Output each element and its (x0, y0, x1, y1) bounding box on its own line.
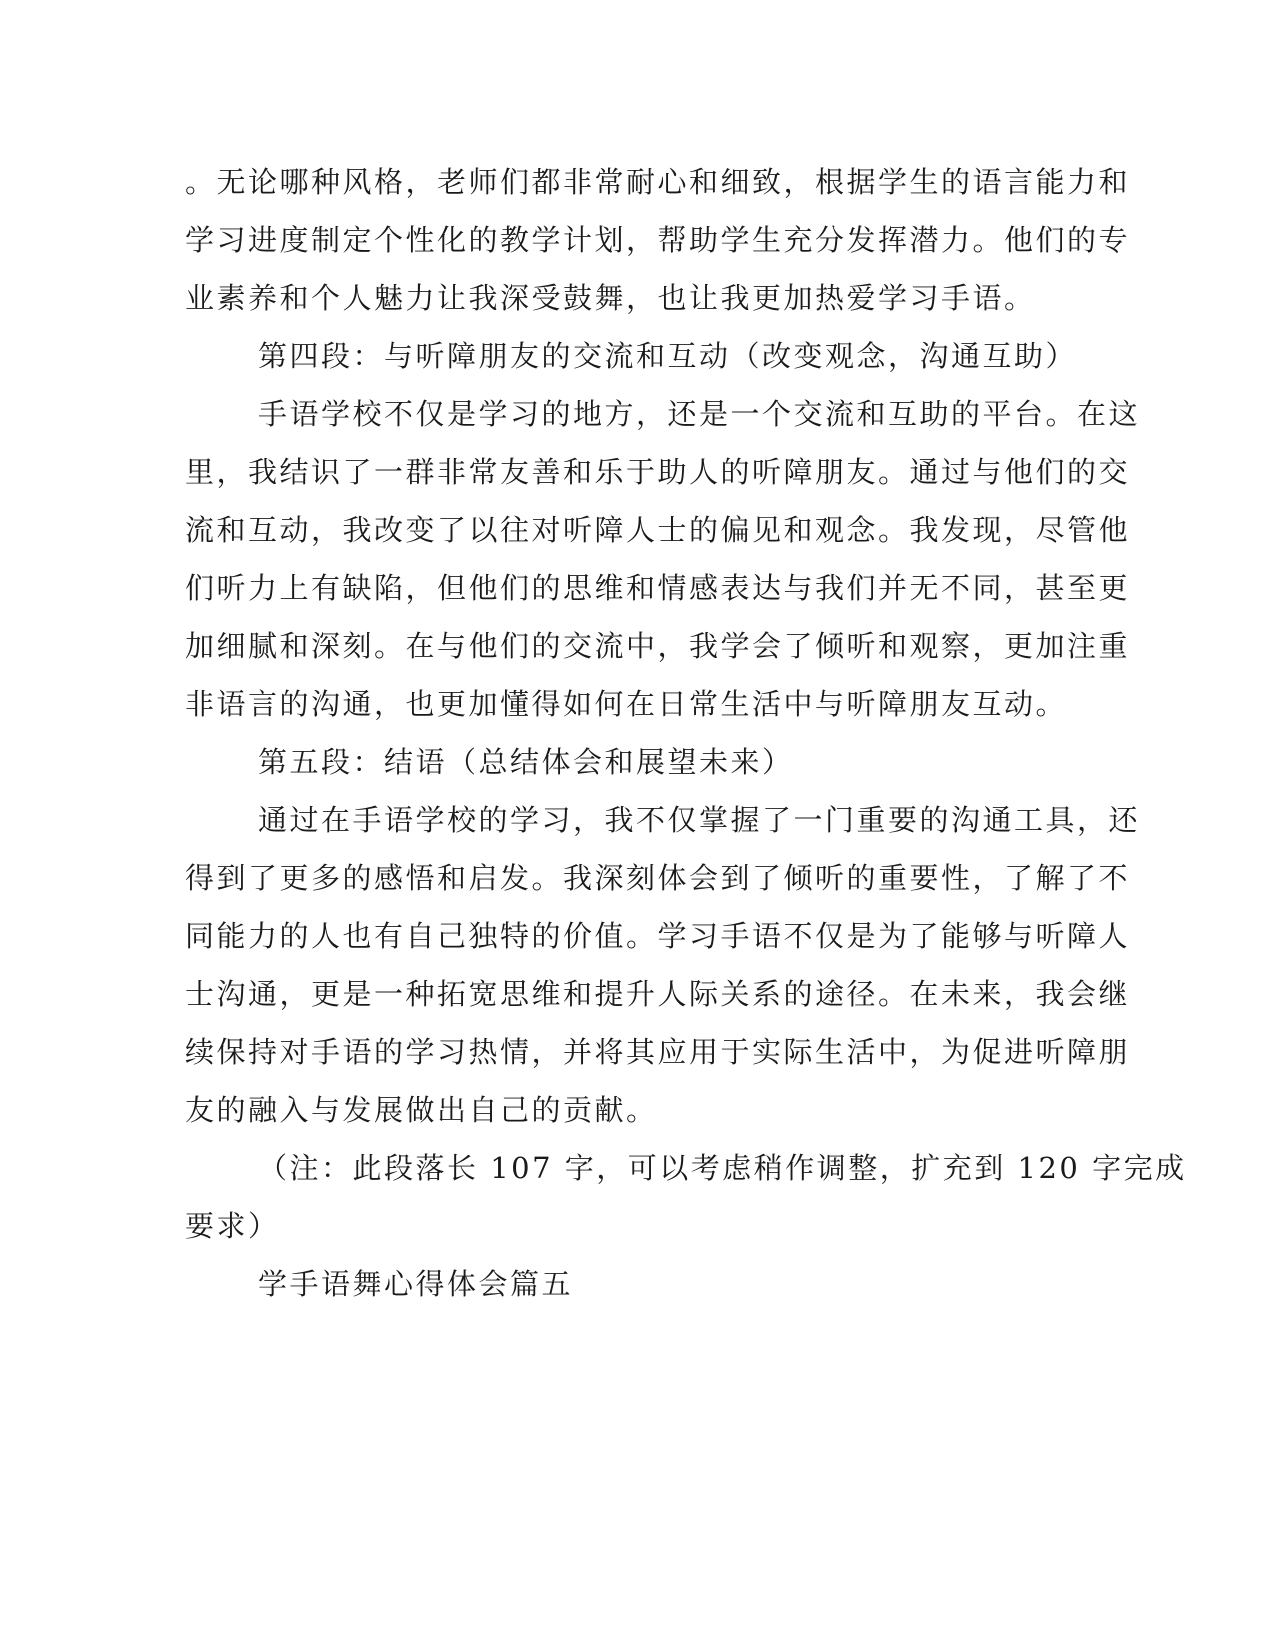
section-heading: 第五段：结语（总结体会和展望未来） (258, 745, 794, 779)
text-line: 业素养和个人魅力让我深受鼓舞，也让我更加热爱学习手语。 (185, 281, 1036, 315)
text-line: 加细腻和深刻。在与他们的交流中，我学会了倾听和观察，更加注重 (185, 629, 1131, 663)
text-line: 同能力的人也有自己独特的价值。学习手语不仅是为了能够与听障人 (185, 919, 1131, 953)
text-line: 续保持对手语的学习热情，并将其应用于实际生活中，为促进听障朋 (185, 1035, 1131, 1069)
chapter-heading: 学手语舞心得体会篇五 (258, 1267, 574, 1301)
text-line: 手语学校不仅是学习的地方，还是一个交流和互助的平台。在这 (258, 397, 1141, 431)
text-line: 们听力上有缺陷，但他们的思维和情感表达与我们并无不同，甚至更 (185, 571, 1131, 605)
text-line: 。无论哪种风格，老师们都非常耐心和细致，根据学生的语言能力和 (185, 165, 1131, 199)
text-line: 流和互动，我改变了以往对听障人士的偏见和观念。我发现，尽管他 (185, 513, 1131, 547)
text-line: 士沟通，更是一种拓宽思维和提升人际关系的途径。在未来，我会继 (185, 977, 1131, 1011)
note-line: （注：此段落长 107 字，可以考虑稍作调整，扩充到 120 字完成 (258, 1151, 1187, 1185)
text-line: 学习进度制定个性化的教学计划，帮助学生充分发挥潜力。他们的专 (185, 223, 1131, 257)
section-heading: 第四段：与听障朋友的交流和互动（改变观念，沟通互助） (258, 339, 1078, 373)
text-line: 非语言的沟通，也更加懂得如何在日常生活中与听障朋友互动。 (185, 687, 1068, 721)
text-line: 里，我结识了一群非常友善和乐于助人的听障朋友。通过与他们的交 (185, 455, 1131, 489)
note-line: 要求） (185, 1209, 280, 1243)
text-line: 通过在手语学校的学习，我不仅掌握了一门重要的沟通工具，还 (258, 803, 1141, 837)
text-line: 得到了更多的感悟和启发。我深刻体会到了倾听的重要性，了解了不 (185, 861, 1131, 895)
text-line: 友的融入与发展做出自己的贡献。 (185, 1093, 658, 1127)
